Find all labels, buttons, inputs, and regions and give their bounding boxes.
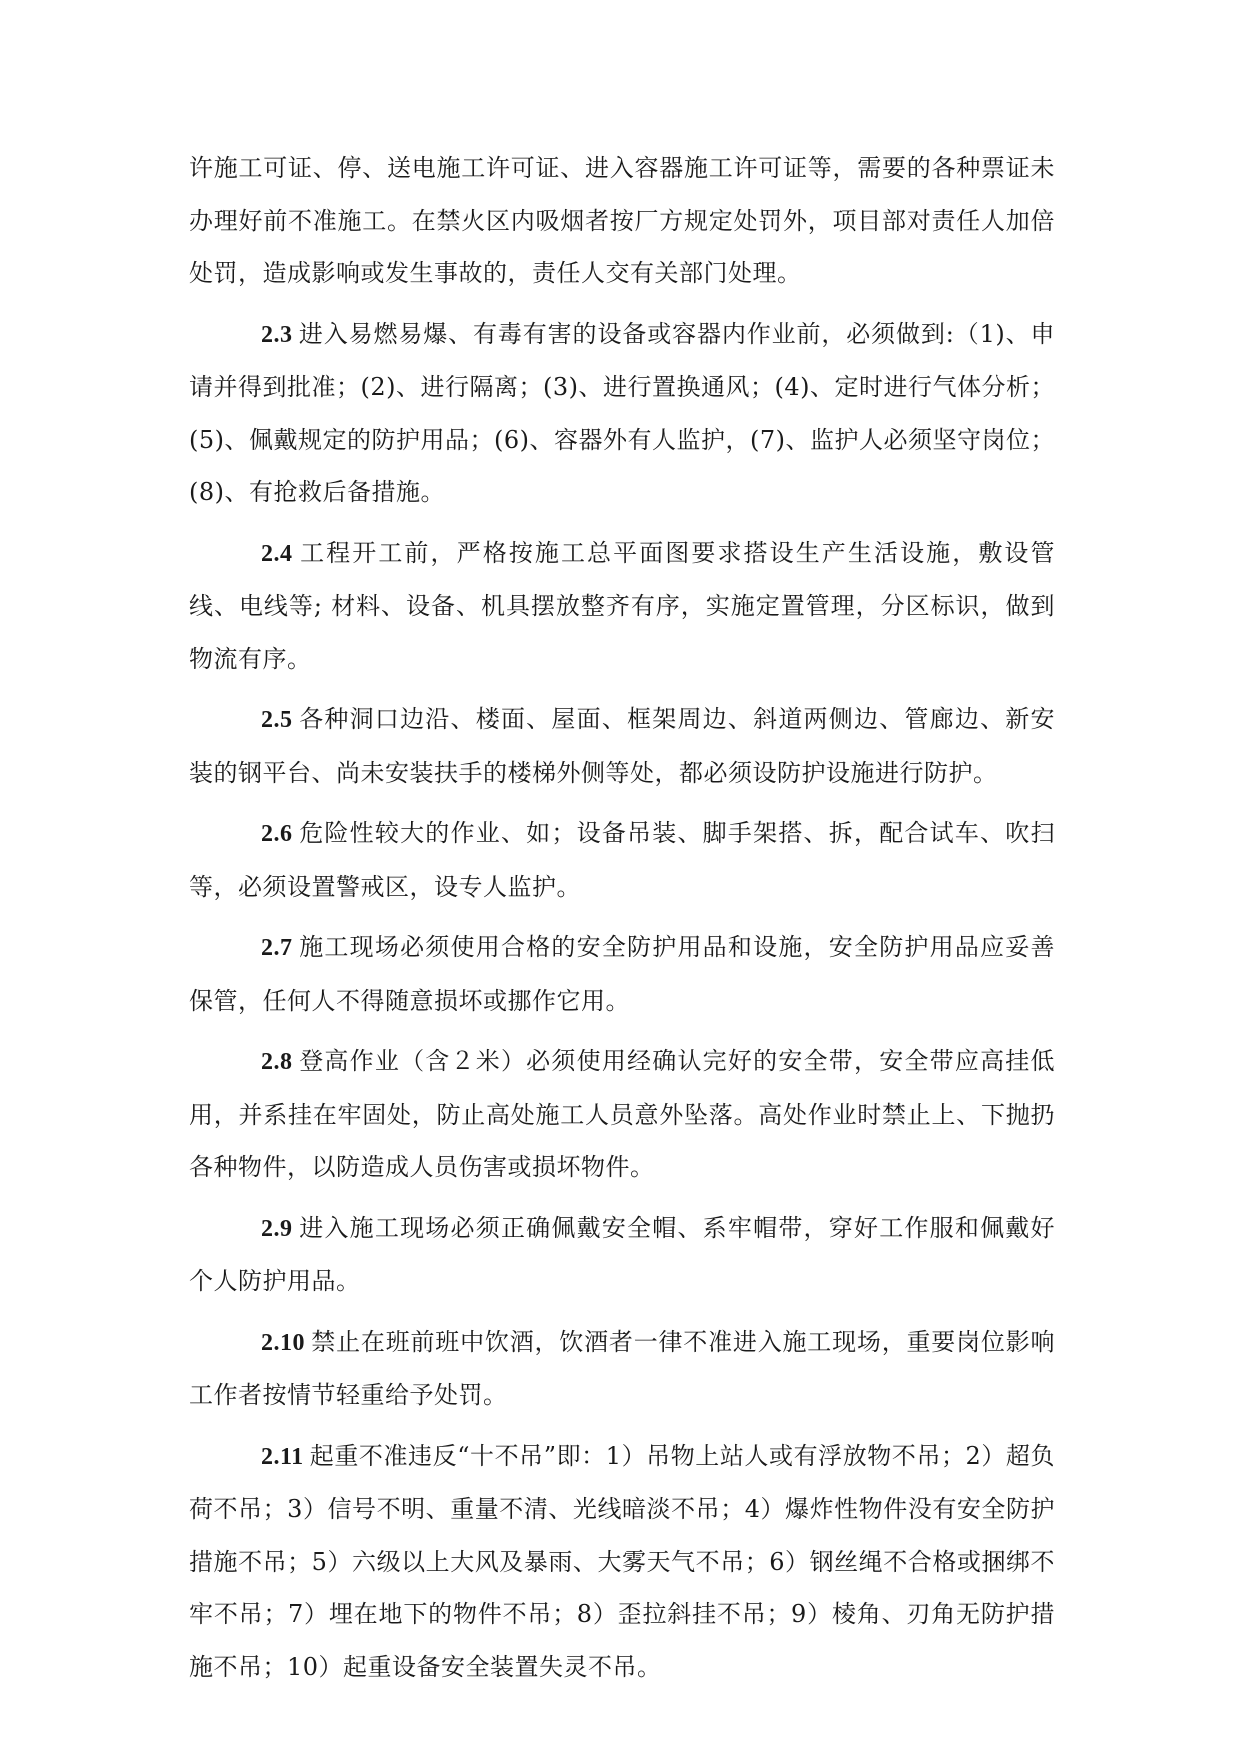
- paragraph-2-7: [189, 921, 1055, 1027]
- paragraph-2-8: [189, 1035, 1055, 1194]
- paragraph-text: 工程开工前，严格按施工总平面图要求搭设生产生活设施，敷设管线、电线等; 材料、设备、机具摆放整齐有序，实施定置管理，分区标识，做到物流有序。: [189, 538, 1055, 673]
- paragraph-2-11: [189, 1430, 1055, 1694]
- clause-number: 2.4: [261, 540, 293, 567]
- paragraph-2-3: [189, 308, 1055, 519]
- document-page: [189, 142, 1055, 1701]
- paragraph-2-6: [189, 807, 1055, 913]
- clause-number: 2.7: [261, 935, 293, 961]
- clause-number: 2.5: [261, 707, 293, 733]
- paragraph-text: 进入施工现场必须正确佩戴安全帽、系牢帽带，穿好工作服和佩戴好个人防护用品。: [189, 1213, 1055, 1295]
- clause-number: 2.6: [261, 821, 293, 847]
- paragraph-text: 危险性较大的作业、如；设备吊装、脚手架搭、拆，配合试车、吹扫等，必须设置警戒区，设专人监护。: [189, 819, 1055, 901]
- paragraph-text: 起重不准违反“十不吊”即：1）吊物上站人或有浮放物不吊；2）超负荷不吊；3）信号不明、重量不清、光线暗淡不吊；4）爆炸性物件没有安全防护措施不吊；5）六级以上大风及暴雨、大雾天气不吊；6）钢丝绳不合格或捆绑不牢不吊；7）埋在地下的物件不吊；8）歪拉斜挂不吊；9）棱角、刃角无防护措施不吊；10）起重设备安全装置失灵不吊。: [189, 1441, 1055, 1681]
- paragraph-text: 禁止在班前班中饮酒，饮酒者一律不准进入施工现场，重要岗位影响工作者按情节轻重给予处罚。: [189, 1327, 1055, 1409]
- paragraph-text: 各种洞口边沿、楼面、屋面、框架周边、斜道两侧边、管廊边、新安装的钢平台、尚未安装扶手的楼梯外侧等处，都必须设防护设施进行防护。: [189, 705, 1055, 787]
- paragraph-2-10: [189, 1316, 1055, 1422]
- paragraph-2-4: [189, 527, 1055, 686]
- paragraph-text: 进入易燃易爆、有毒有害的设备或容器内作业前，必须做到:（1)、申请并得到批准；(2)、进行隔离；(3)、进行置换通风；(4)、定时进行气体分析；(5)、佩戴规定的防护用品；(6)、容器外有人监护，(7)、监护人必须坚守岗位；(8)、有抢救后备措施。: [189, 319, 1055, 506]
- paragraph-2-5: [189, 693, 1055, 799]
- paragraph-2-9: [189, 1202, 1055, 1308]
- paragraph-text: 许施工可证、停、送电施工许可证、进入容器施工许可证等，需要的各种票证未办理好前不准施工。在禁火区内吸烟者按厂方规定处罚外，项目部对责任人加倍处罚，造成影响或发生事故的，责任人交有关部门处理。: [189, 154, 1055, 287]
- clause-number: 2.3: [261, 321, 293, 348]
- clause-number: 2.9: [261, 1215, 293, 1242]
- clause-number: 2.11: [261, 1443, 304, 1470]
- clause-number: 2.8: [261, 1049, 293, 1075]
- paragraph-text: 施工现场必须使用合格的安全防护用品和设施，安全防护用品应妥善保管，任何人不得随意损坏或挪作它用。: [189, 933, 1055, 1015]
- clause-number: 2.10: [261, 1329, 305, 1356]
- paragraph-continuation: [189, 142, 1055, 300]
- paragraph-text: 登高作业（含２米）必须使用经确认完好的安全带，安全带应高挂低用，并系挂在牢固处，防止高处施工人员意外坠落。高处作业时禁止上、下抛扔各种物件，以防造成人员伤害或损坏物件。: [189, 1047, 1055, 1181]
